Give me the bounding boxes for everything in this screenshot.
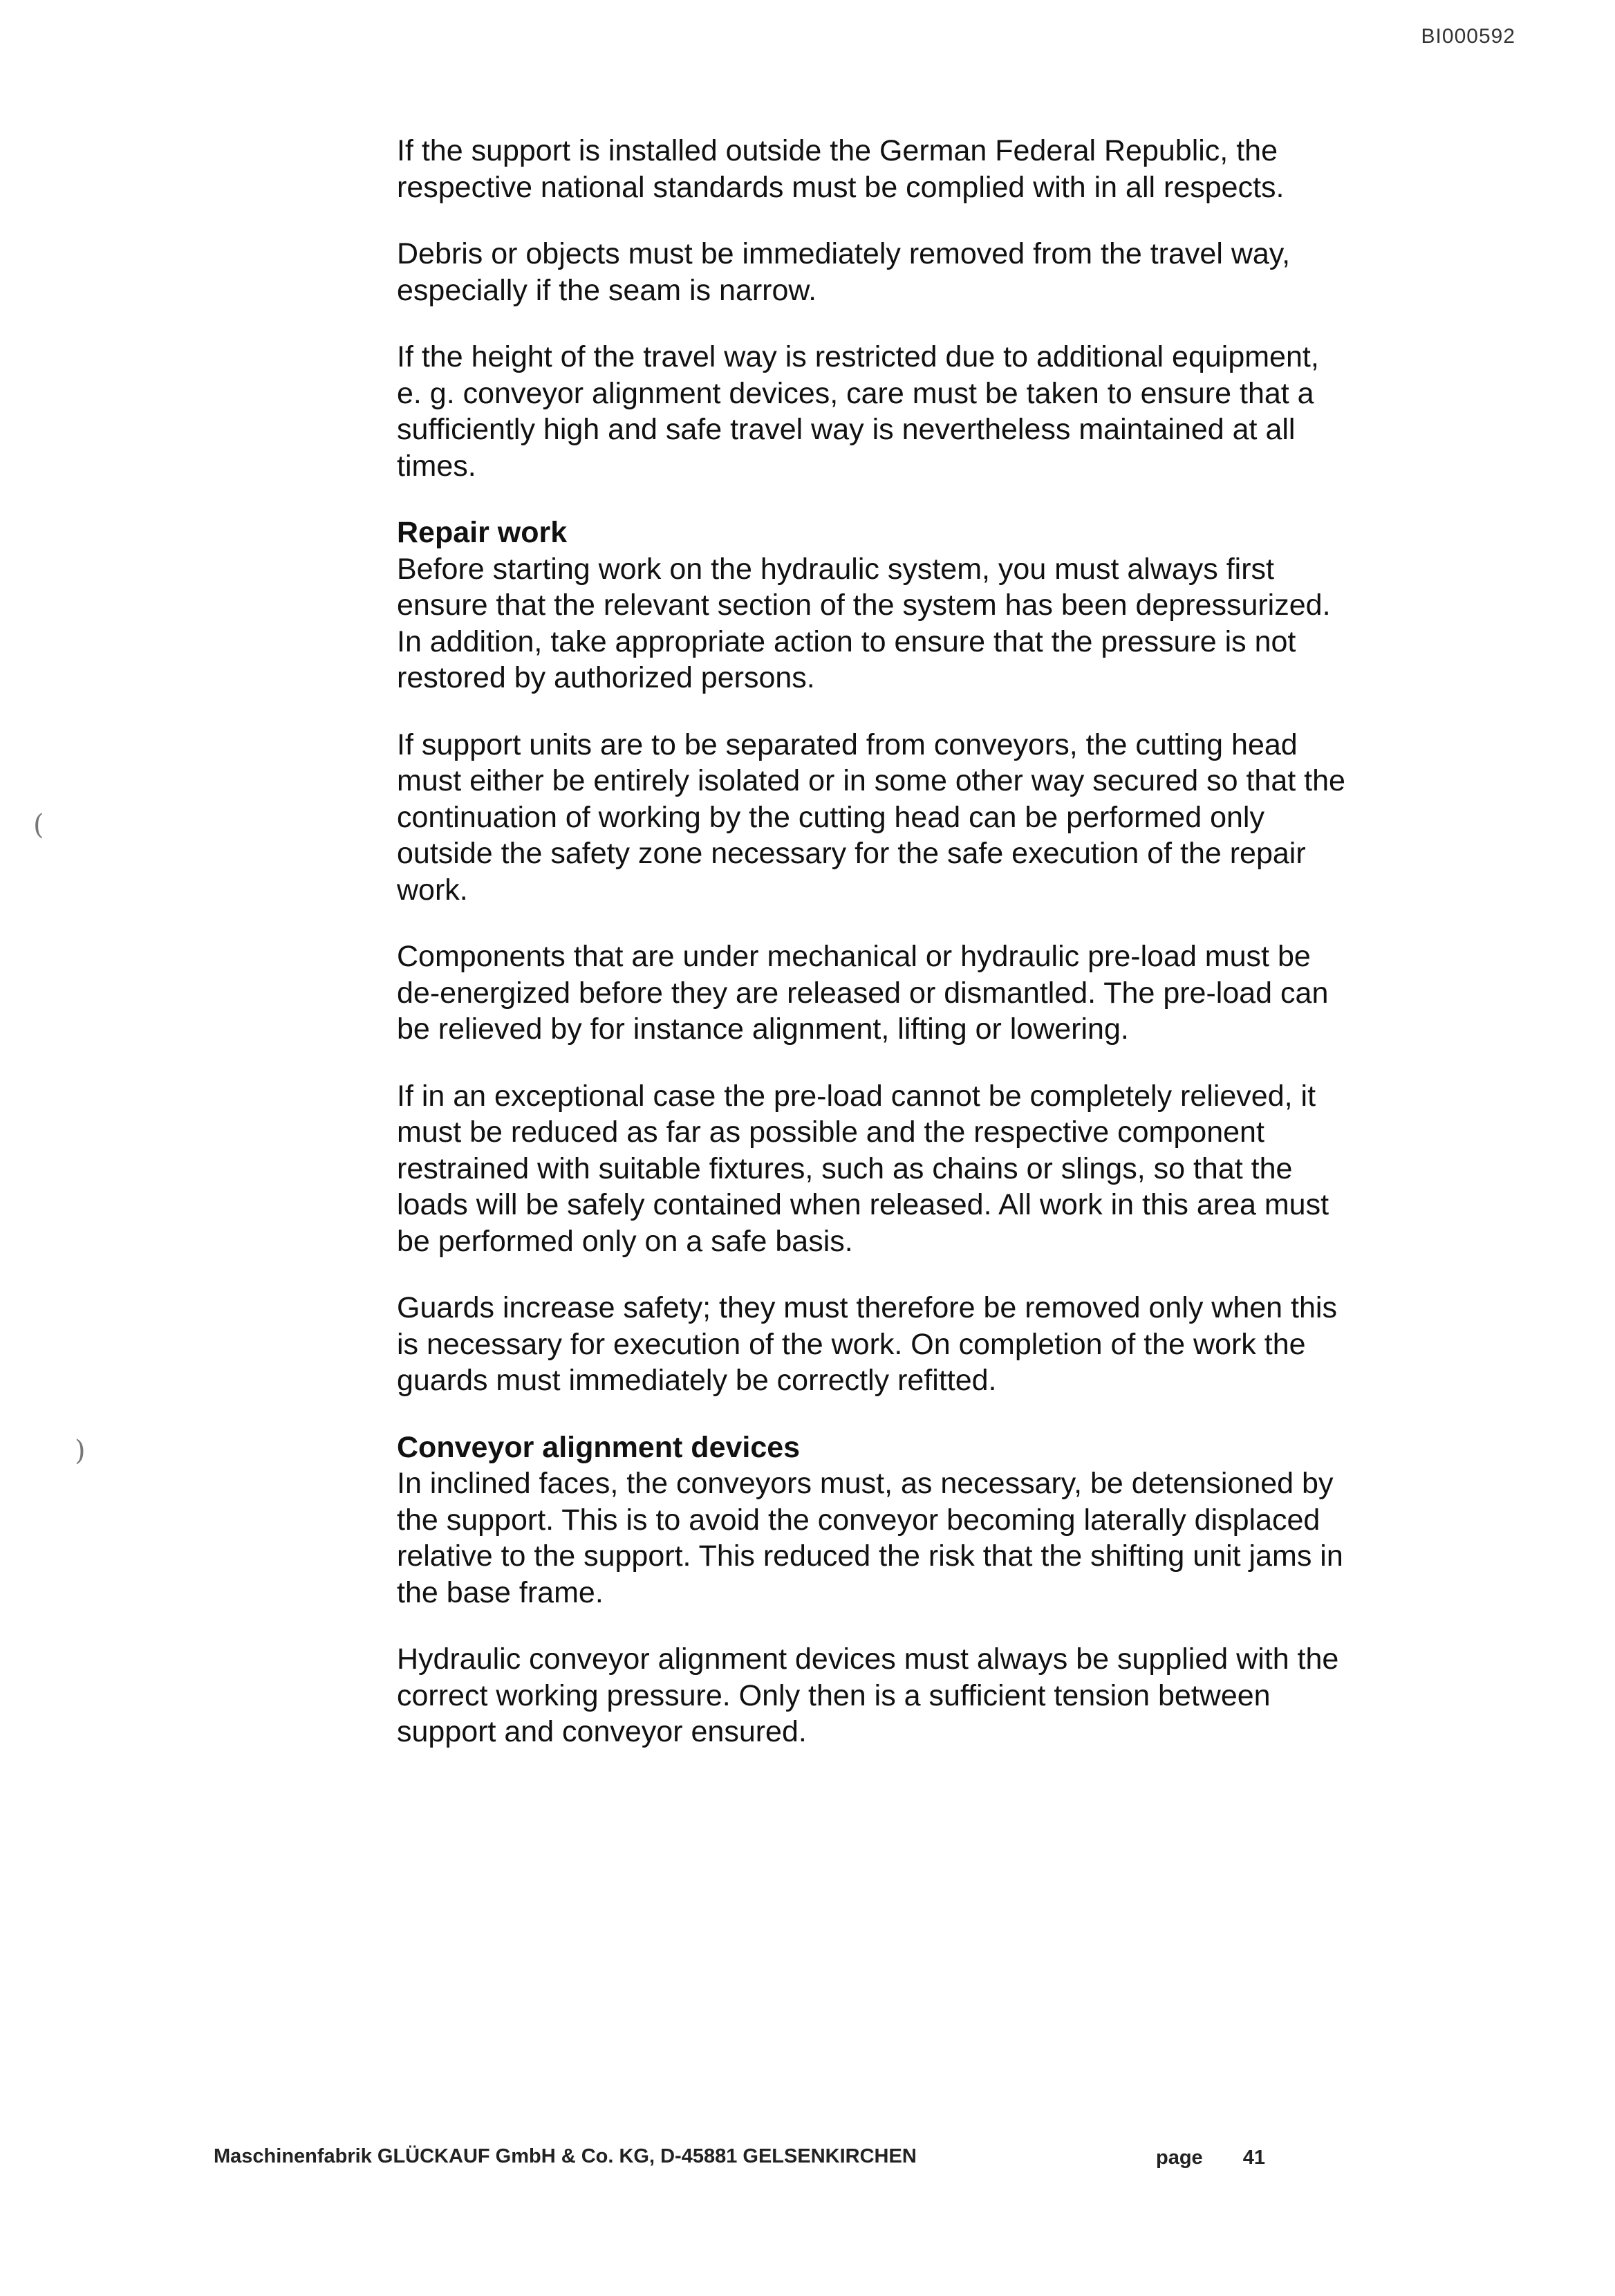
paragraph-cutting-head: If support units are to be separated from conveyors, the cutting head must either be entirely isolated or in some other way secured so that the continuation of working by the cutting head can be performed only outside the safety zone necessary for the safe execution of the repair work.	[397, 728, 1345, 907]
page-label: page	[1156, 2147, 1203, 2169]
section-heading-repair-work: Repair work	[397, 516, 568, 549]
page-body	[397, 133, 1413, 1781]
scan-artifact-mark: (	[33, 809, 44, 841]
section-conveyor-alignment	[397, 1429, 1413, 1750]
paragraph-exceptional-case: If in an exceptional case the pre-load cannot be completely relieved, it must be reduced as far as possible and the respective component restrained with suitable fixtures, such as chains or slings, so that the loads will be safely contained when released. All work in this area must be performed only on a safe basis.	[397, 1079, 1329, 1258]
page-number: 41	[1242, 2147, 1265, 2169]
paragraph-depressurize: Before starting work on the hydraulic system, you must always first ensure that the relevant section of the system has been depressurized. In addition, take appropriate action to ensure that the pressure is not restored by authorized persons.	[397, 552, 1331, 694]
scan-artifact-mark: )	[75, 1435, 86, 1467]
document-id: BI000592	[1421, 25, 1515, 48]
paragraph-guards: Guards increase safety; they must therefore be removed only when this is necessary for execution of the work. On completion of the work the guards must immediately be correctly refitted.	[397, 1291, 1337, 1397]
paragraph-foreign-standards: If the support is installed outside the German Federal Republic, the respective national standards must be complied with in all respects.	[397, 134, 1285, 204]
paragraph-pre-load: Components that are under mechanical or hydraulic pre-load must be de-energized before they are released or dismantled. The pre-load can be relieved by for instance alignment, lifting or lowering.	[397, 940, 1329, 1046]
footer-page	[1156, 2147, 1265, 2169]
paragraph-travel-way-height: If the height of the travel way is restricted due to additional equipment, e. g. conveyor alignment devices, care must be taken to ensure that a sufficiently high and safe travel way is nevertheless maintained at all times.	[397, 340, 1319, 483]
paragraph-inclined-faces: In inclined faces, the conveyors must, as necessary, be detensioned by the support. This is to avoid the conveyor becoming laterally displaced relative to the support. This reduced the risk that the shifting unit jams in the base frame.	[397, 1467, 1343, 1609]
section-repair-work	[397, 515, 1413, 1399]
paragraph-hydraulic-pressure: Hydraulic conveyor alignment devices must always be supplied with the correct working pressure. Only then is a sufficient tension between support and conveyor ensured.	[397, 1642, 1339, 1748]
section-heading-conveyor-alignment: Conveyor alignment devices	[397, 1430, 801, 1464]
footer-company: Maschinenfabrik GLÜCKAUF GmbH & Co. KG, D-45881 GELSENKIRCHEN	[214, 2145, 917, 2167]
paragraph-debris: Debris or objects must be immediately removed from the travel way, especially if the seam is narrow.	[397, 237, 1291, 307]
